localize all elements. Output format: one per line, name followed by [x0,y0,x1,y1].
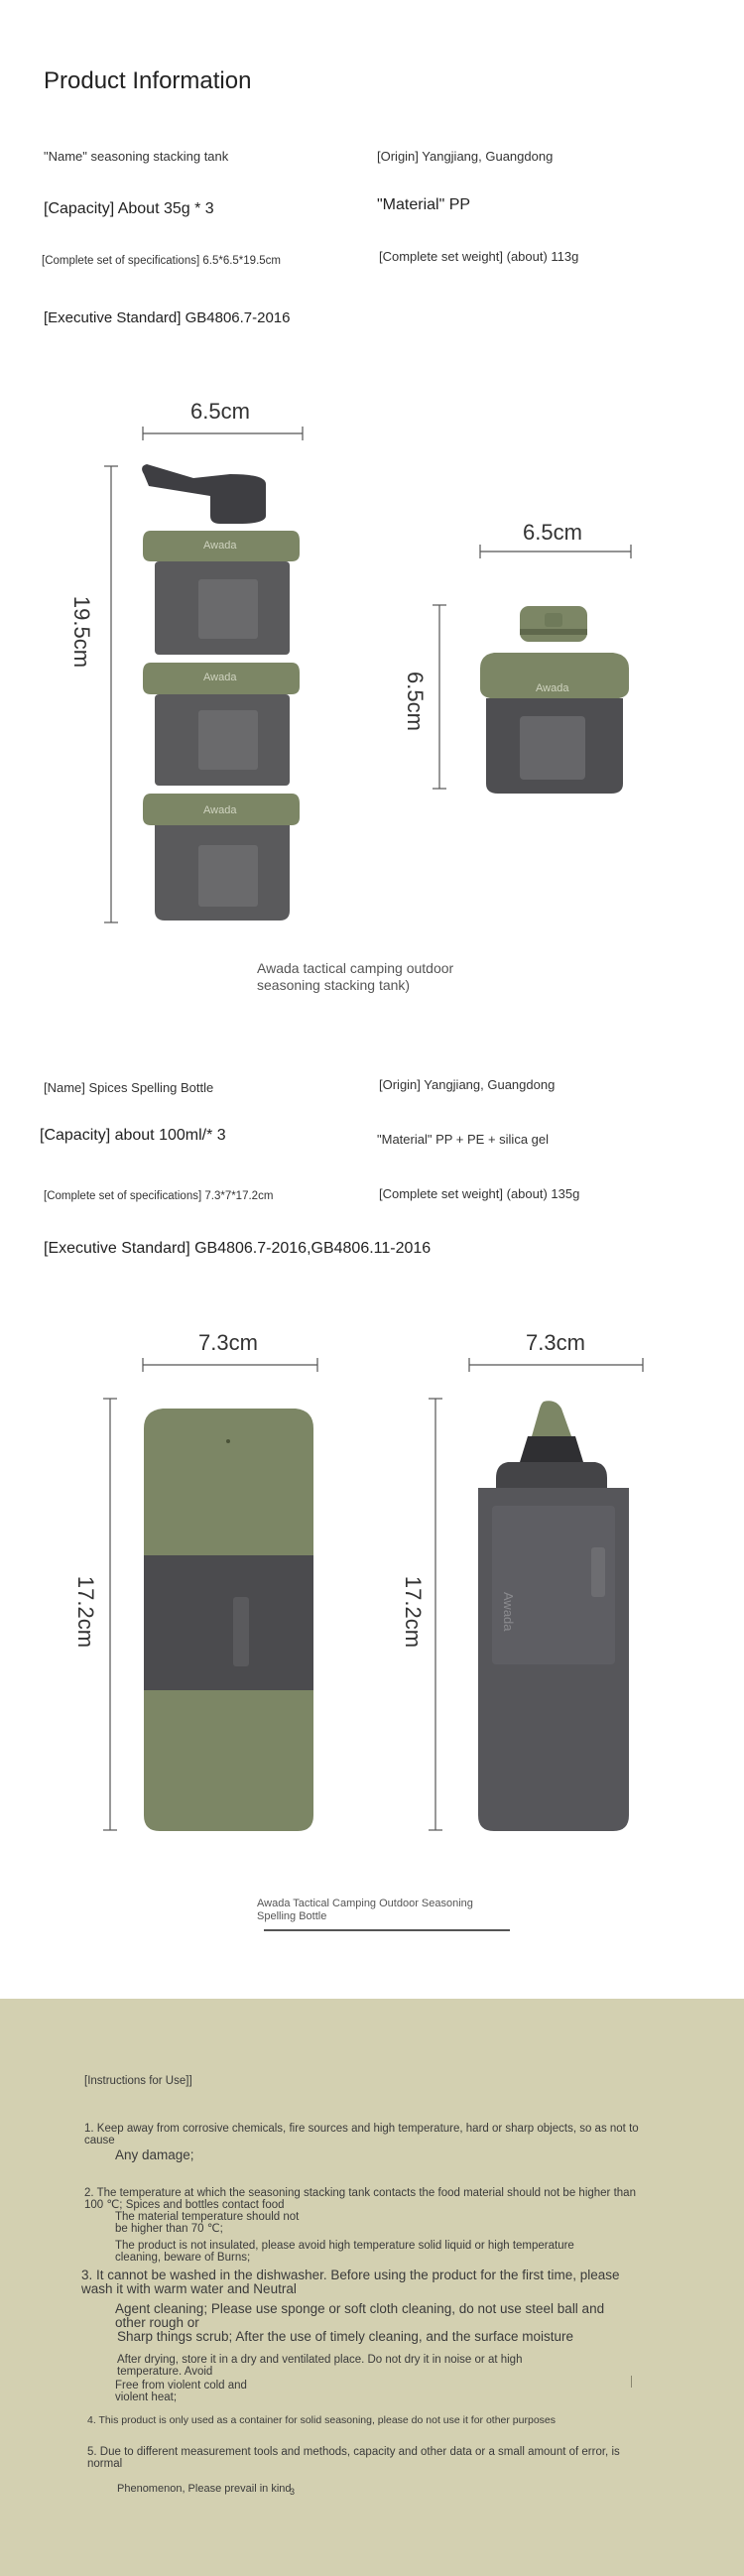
page-marker: 3 [290,2487,296,2497]
caption-spelling-bottle: Awada Tactical Camping Outdoor Seasoning Spelling Bottle [257,1898,473,1922]
instruction-3: 3. It cannot be washed in the dishwasher. Before using the product for the first time, please wash it with warm water and Neutral [81,2268,620,2296]
svg-text:Awada: Awada [501,1592,516,1632]
origin-field-2: [Origin] Yangjiang, Guangdong [379,1077,556,1092]
svg-text:Awada: Awada [203,804,237,816]
instruction-2: 2. The temperature at which the seasoning stacking tank contacts the food material should not be higher than 100 ℃; Spices and bottles contact food [84,2187,636,2211]
instruction-2b: The material temperature should not be higher than 70 ℃; [115,2211,300,2235]
instruction-3d: After drying, store it in a dry and ventilated place. Do not dry it in noise or at high temperature. Avoid [117,2354,523,2378]
divider-mark [631,2376,632,2388]
instruction-3e: Free from violent cold and violent heat; [115,2380,247,2403]
material-field: "Material" PP [377,196,471,213]
weight-field-2: [Complete set weight] (about) 135g [379,1186,580,1201]
instruction-5: 5. Due to different measurement tools and methods, capacity and other data or a small amount of error, is normal [87,2446,620,2470]
instruction-1: 1. Keep away from corrosive chemicals, fire sources and high temperature, hard or sharp objects, so as not to cause [84,2123,639,2147]
origin-field: [Origin] Yangjiang, Guangdong [377,149,554,164]
capacity-field: [Capacity] About 35g * 3 [44,200,214,217]
height-label-right: 6.5cm [402,672,428,731]
spec-field-2: [Complete set of specifications] 7.3*7*17.2cm [44,1190,274,1202]
spec-field: [Complete set of specifications] 6.5*6.5*19.5cm [42,255,281,267]
spelling-bottle-left [144,1409,313,1831]
instruction-1b: Any damage; [115,2147,194,2162]
width-label-right: 6.5cm [523,520,582,545]
spelling-bottle-right [478,1401,629,1831]
page-title: Product Information [44,67,252,94]
instruction-3b: Agent cleaning; Please use sponge or soft cloth cleaning, do not use steel ball and other rough or [115,2301,605,2330]
width-label-left: 6.5cm [190,399,250,424]
name-field: "Name" seasoning stacking tank [44,149,229,164]
instruction-5b: Phenomenon, Please prevail in kind [117,2483,292,2495]
svg-text:Awada: Awada [536,682,569,694]
height-label-right-2: 17.2cm [401,1575,427,1649]
svg-text:Awada: Awada [203,540,237,552]
instruction-4: 4. This product is only used as a container for solid seasoning, please do not use it for other purposes [87,2414,557,2426]
instruction-3c: Sharp things scrub; After the use of timely cleaning, and the surface moisture [117,2329,573,2344]
standard-field: [Executive Standard] GB4806.7-2016 [44,309,291,326]
standard-field-2: [Executive Standard] GB4806.7-2016,GB4806.11-2016 [44,1240,432,1257]
svg-text:Awada: Awada [203,672,237,683]
stacking-tank-left [142,464,300,920]
material-field-2: "Material" PP + PE + silica gel [377,1132,550,1147]
instructions-heading: [Instructions for Use]] [84,2075,192,2087]
weight-field: [Complete set weight] (about) 113g [379,249,579,264]
height-label-left: 19.5cm [69,595,95,669]
height-label-left-2: 17.2cm [73,1575,99,1649]
capacity-field-2: [Capacity] about 100ml/* 3 [40,1127,226,1144]
instructions-panel [0,1999,744,2576]
name-field-2: [Name] Spices Spelling Bottle [44,1080,214,1095]
width-label-left-2: 7.3cm [198,1330,258,1355]
caption-stacking-tank: Awada tactical camping outdoor seasoning stacking tank) [257,960,454,993]
stacking-tank-right [480,606,629,794]
width-label-right-2: 7.3cm [526,1330,585,1355]
instruction-2c: The product is not insulated, please avoid high temperature solid liquid or high temperature cleaning, beware of Burns; [115,2240,574,2264]
